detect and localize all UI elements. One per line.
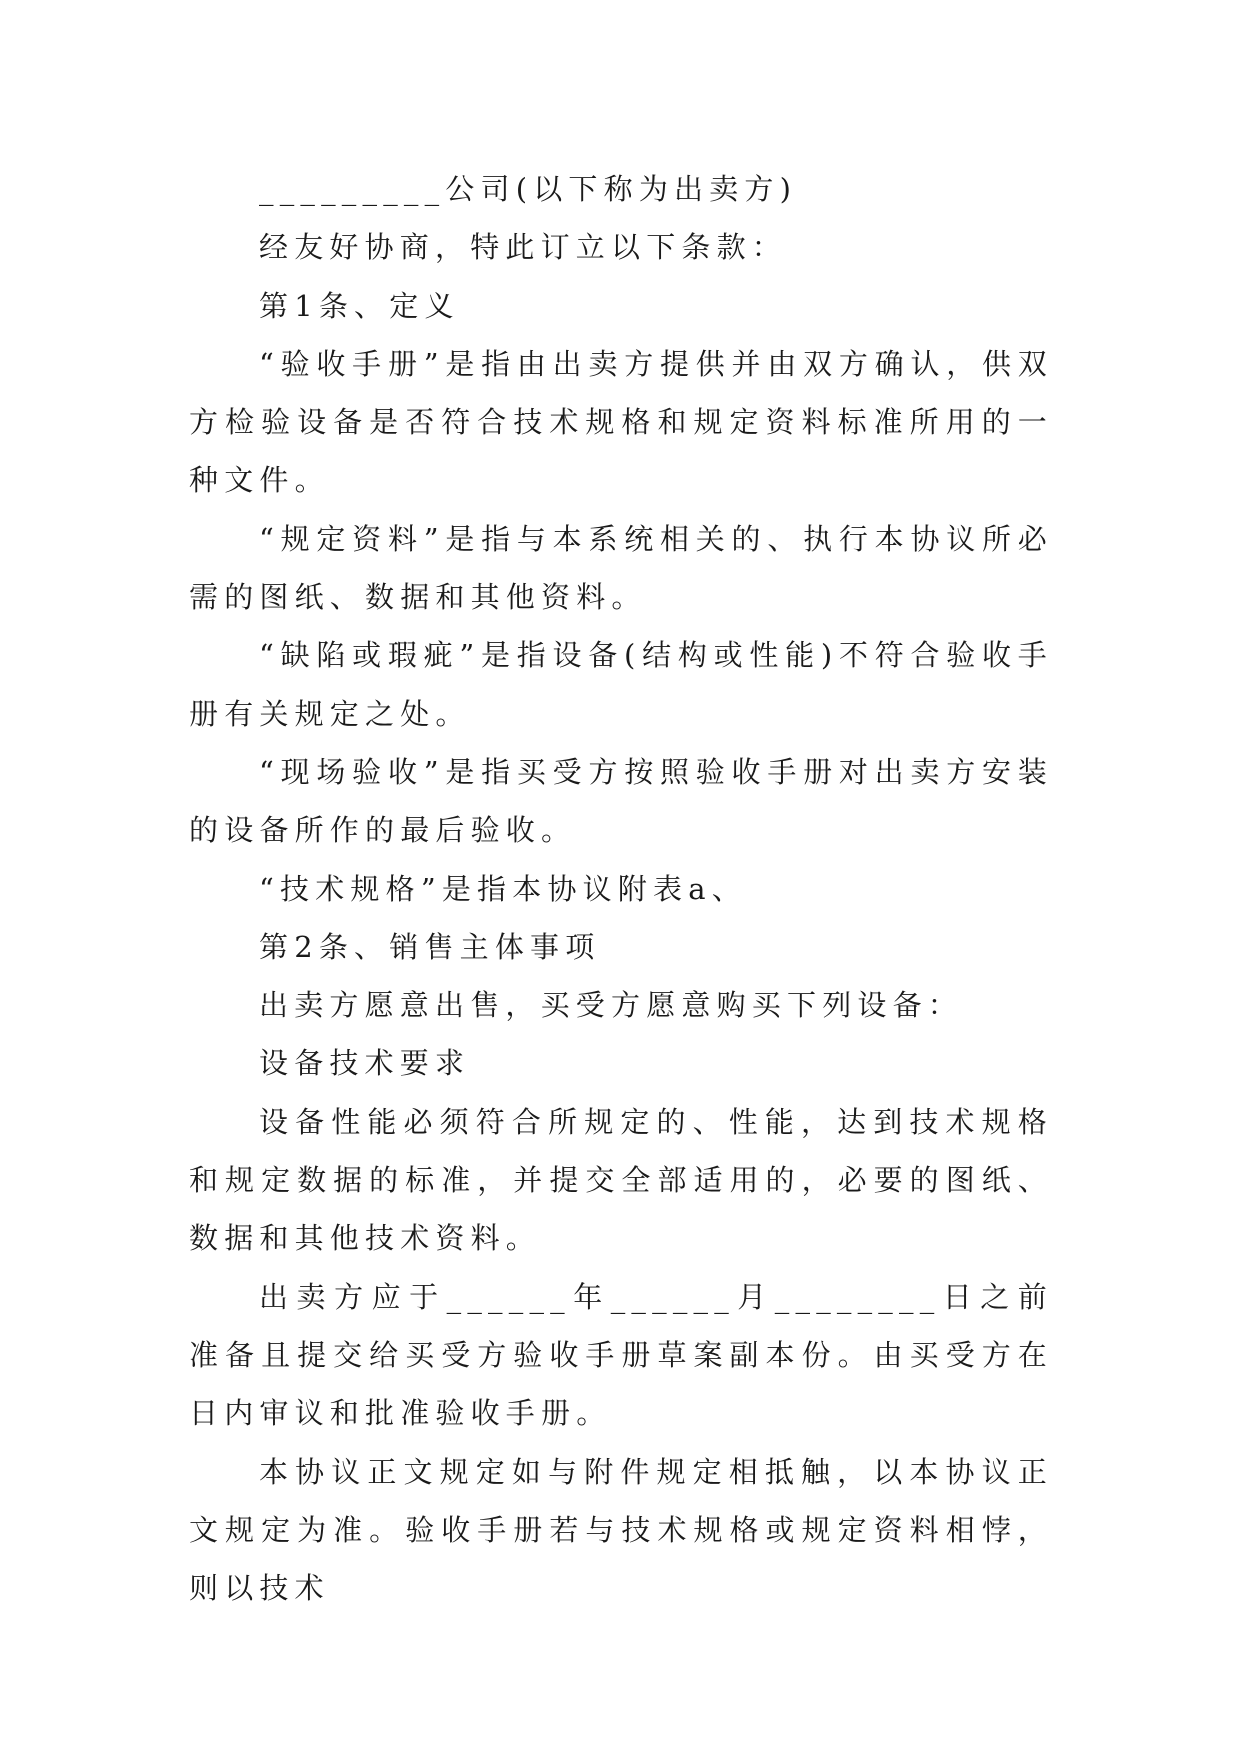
paragraph-seller-company: _________公司(以下称为出卖方): [259, 172, 798, 206]
paragraph-preamble: 经友好协商，特此订立以下条款：: [259, 230, 788, 265]
paragraph-sale-intent: 出卖方愿意出售，买受方愿意购买下列设备：: [259, 988, 964, 1023]
paragraph-precedence: 本协议正文规定如与附件规定相抵触，以本协议正文规定为准。验收手册若与技术规格或规定资料相悖，则以技术: [189, 1454, 1053, 1606]
paragraph-def-specified-data: “规定资料”是指与本系统相关的、执行本协议所必需的图纸、数据和其他资料。: [189, 521, 1053, 615]
paragraph-performance: 设备性能必须符合所规定的、性能，达到技术规格和规定数据的标准，并提交全部适用的，必要的图纸、数据和其他技术资料。: [189, 1104, 1053, 1256]
paragraph-def-technical-spec: “技术规格”是指本协议附表a、: [259, 871, 747, 906]
paragraph-manual-draft: 出卖方应于______年______月________日之前准备且提交给买受方验收手册草案副本份。由买受方在日内审议和批准验收手册。: [189, 1279, 1053, 1431]
document-body: [189, 160, 1053, 1617]
paragraph-def-site-acceptance: “现场验收”是指买受方按照验收手册对出卖方安装的设备所作的最后验收。: [189, 754, 1053, 848]
heading-equipment-requirements: 设备技术要求: [259, 1046, 471, 1081]
heading-article-2: 第2条、销售主体事项: [259, 929, 601, 964]
paragraph-def-defect: “缺陷或瑕疵”是指设备(结构或性能)不符合验收手册有关规定之处。: [189, 638, 1053, 731]
heading-article-1: 第1条、定义: [259, 288, 460, 323]
paragraph-def-acceptance-manual: “验收手册”是指由出卖方提供并由双方确认，供双方检验设备是否符合技术规格和规定资料标准所用的一种文件。: [189, 346, 1053, 498]
